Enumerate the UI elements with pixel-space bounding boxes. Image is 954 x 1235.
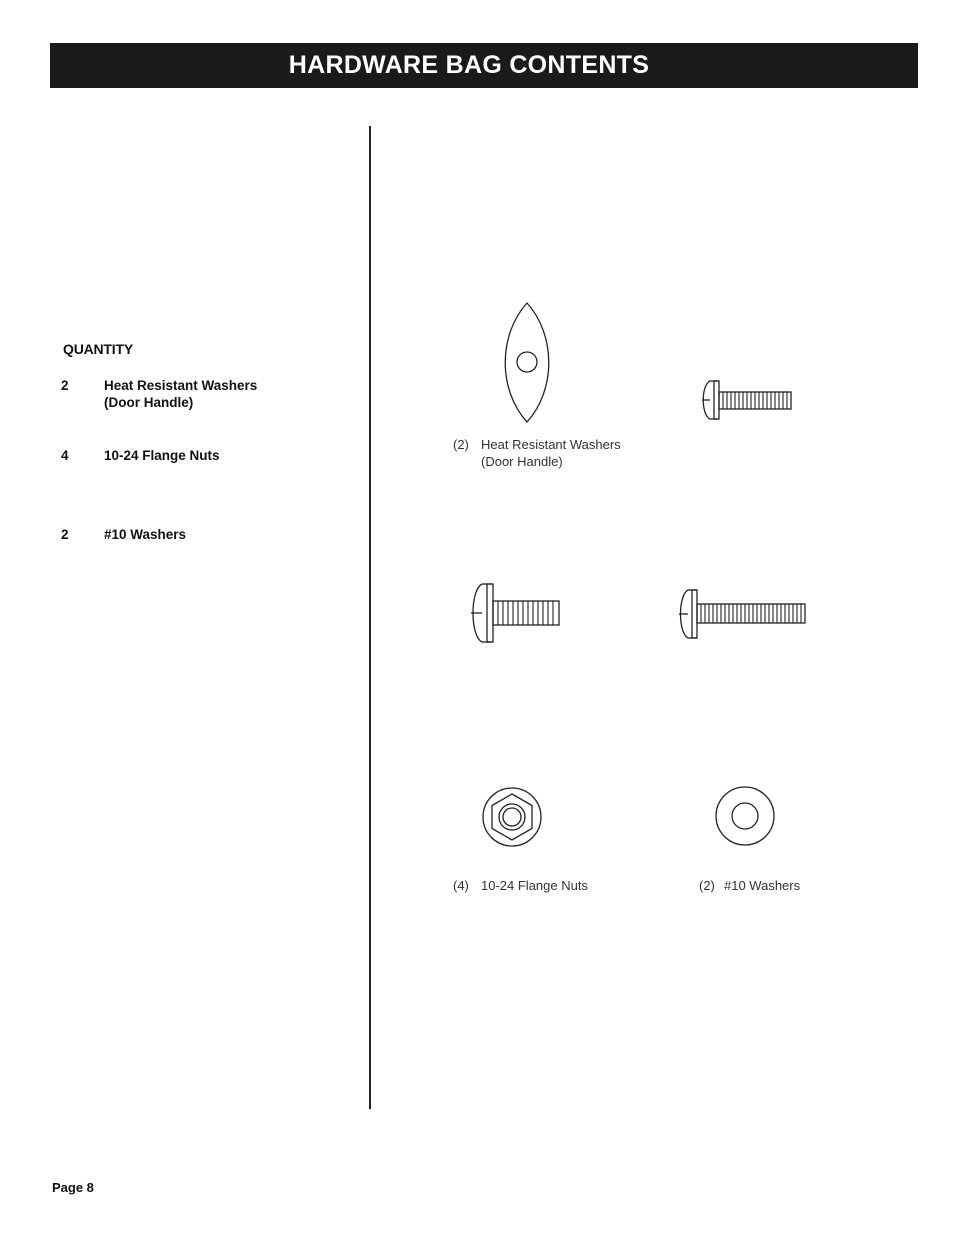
caption-label: (Door Handle): [481, 454, 563, 469]
screw-drawing: [468, 580, 564, 646]
caption-label: 10-24 Flange Nuts: [481, 878, 588, 893]
header-banner: [50, 43, 918, 88]
screw-drawing: [676, 586, 810, 642]
quantity-description: [104, 526, 324, 543]
quantity-description: [104, 447, 324, 464]
quantity-number: 2: [61, 527, 69, 542]
caption-quantity: (4): [453, 878, 469, 893]
quantity-heading: QUANTITY: [63, 341, 133, 357]
caption-label: #10 Washers: [724, 878, 801, 893]
caption-quantity: (2): [699, 878, 715, 893]
quantity-description-line: (Door Handle): [104, 395, 194, 410]
quantity-description-line: 10-24 Flange Nuts: [104, 448, 220, 463]
quantity-description: [104, 377, 324, 411]
flange-nut-drawing: [480, 785, 544, 849]
page-number: Page 8: [52, 1180, 94, 1195]
screw-drawing: [700, 376, 796, 424]
column-divider: [369, 126, 371, 1109]
quantity-number: 2: [61, 378, 69, 393]
caption-label: Heat Resistant Washers: [481, 437, 621, 452]
washer-drawing: [714, 785, 776, 847]
heat-resistant-washer-drawing: [490, 300, 564, 426]
quantity-description-line: Heat Resistant Washers: [104, 378, 258, 393]
caption-quantity: (2): [453, 437, 469, 452]
quantity-description-line: #10 Washers: [104, 527, 187, 542]
page-title: HARDWARE BAG CONTENTS: [288, 51, 650, 79]
quantity-number: 4: [61, 448, 69, 463]
